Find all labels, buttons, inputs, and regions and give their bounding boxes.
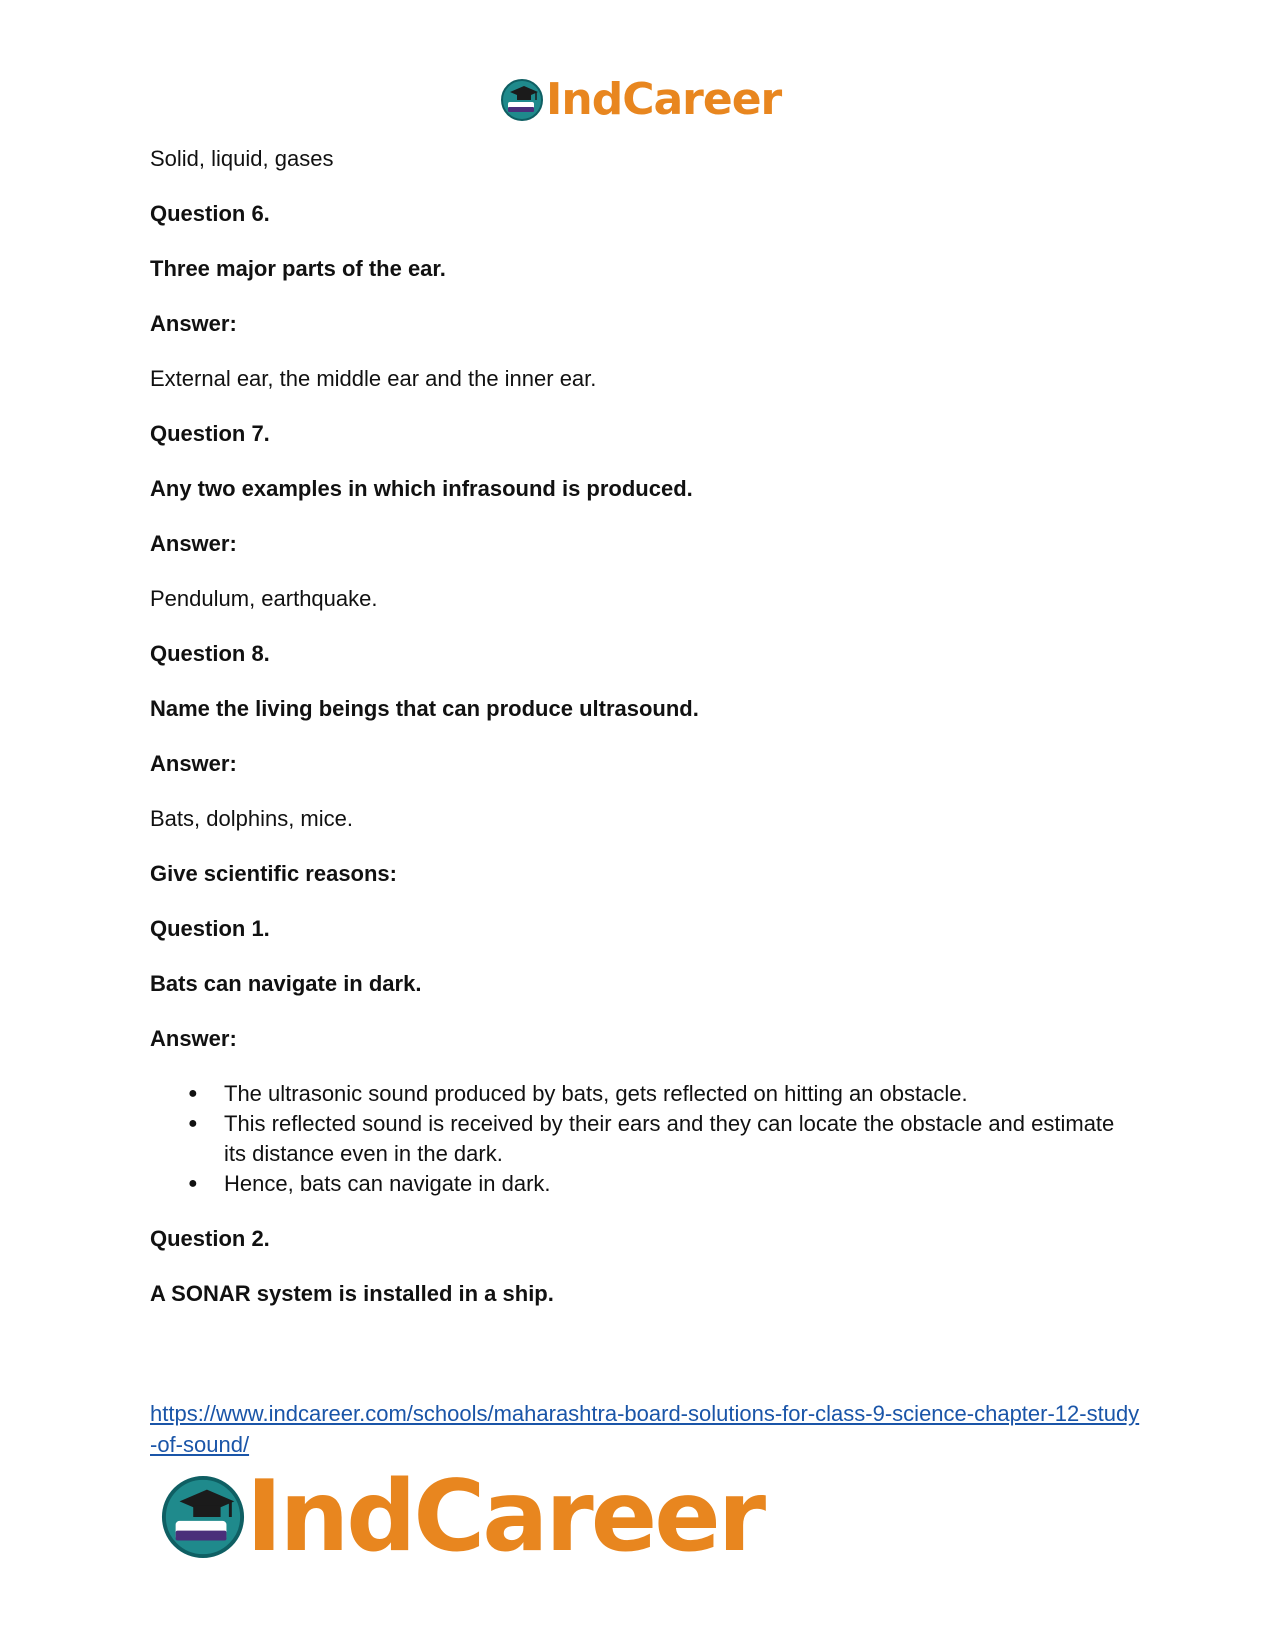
header-logo — [500, 74, 781, 125]
answer-text: Solid, liquid, gases — [150, 146, 334, 171]
list-item: ● This reflected sound is received by their ears and they can locate the obstacle and estimate its distance even in the dark. — [224, 1109, 1140, 1169]
section-heading: Give scientific reasons: — [150, 861, 397, 886]
answer-label: Answer: — [150, 1026, 237, 1051]
answer-label: Answer: — [150, 531, 237, 556]
question-label: Question 7. — [150, 421, 270, 446]
answer-text: Pendulum, earthquake. — [150, 586, 378, 611]
logo-text: IndCareer — [246, 1460, 764, 1574]
list-item: ● Hence, bats can navigate in dark. — [224, 1169, 1140, 1199]
list-item: ● The ultrasonic sound produced by bats, gets reflected on hitting an obstacle. — [224, 1079, 1140, 1109]
footer-logo — [160, 1460, 763, 1574]
answer-label: Answer: — [150, 751, 237, 776]
document-body — [150, 144, 1140, 1334]
answer-bullet-list — [150, 1079, 1140, 1199]
answer-label: Answer: — [150, 311, 237, 336]
question-label: Question 2. — [150, 1226, 270, 1251]
answer-text: Bats, dolphins, mice. — [150, 806, 353, 831]
logo-text: IndCareer — [546, 74, 782, 125]
question-label: Question 6. — [150, 201, 270, 226]
question-text: A SONAR system is installed in a ship. — [150, 1281, 554, 1306]
source-link[interactable]: https://www.indcareer.com/schools/maharashtra-board-solutions-for-class-9-science-chapter-12-study-of-sound/ — [150, 1401, 1140, 1457]
question-label: Question 1. — [150, 916, 270, 941]
question-text: Name the living beings that can produce ultrasound. — [150, 696, 699, 721]
answer-text: External ear, the middle ear and the inner ear. — [150, 366, 597, 391]
question-text: Three major parts of the ear. — [150, 256, 446, 281]
question-text: Any two examples in which infrasound is produced. — [150, 476, 693, 501]
question-text: Bats can navigate in dark. — [150, 971, 422, 996]
question-label: Question 8. — [150, 641, 270, 666]
graduation-cap-book-globe-icon — [500, 78, 544, 122]
graduation-cap-book-globe-icon — [160, 1474, 246, 1560]
